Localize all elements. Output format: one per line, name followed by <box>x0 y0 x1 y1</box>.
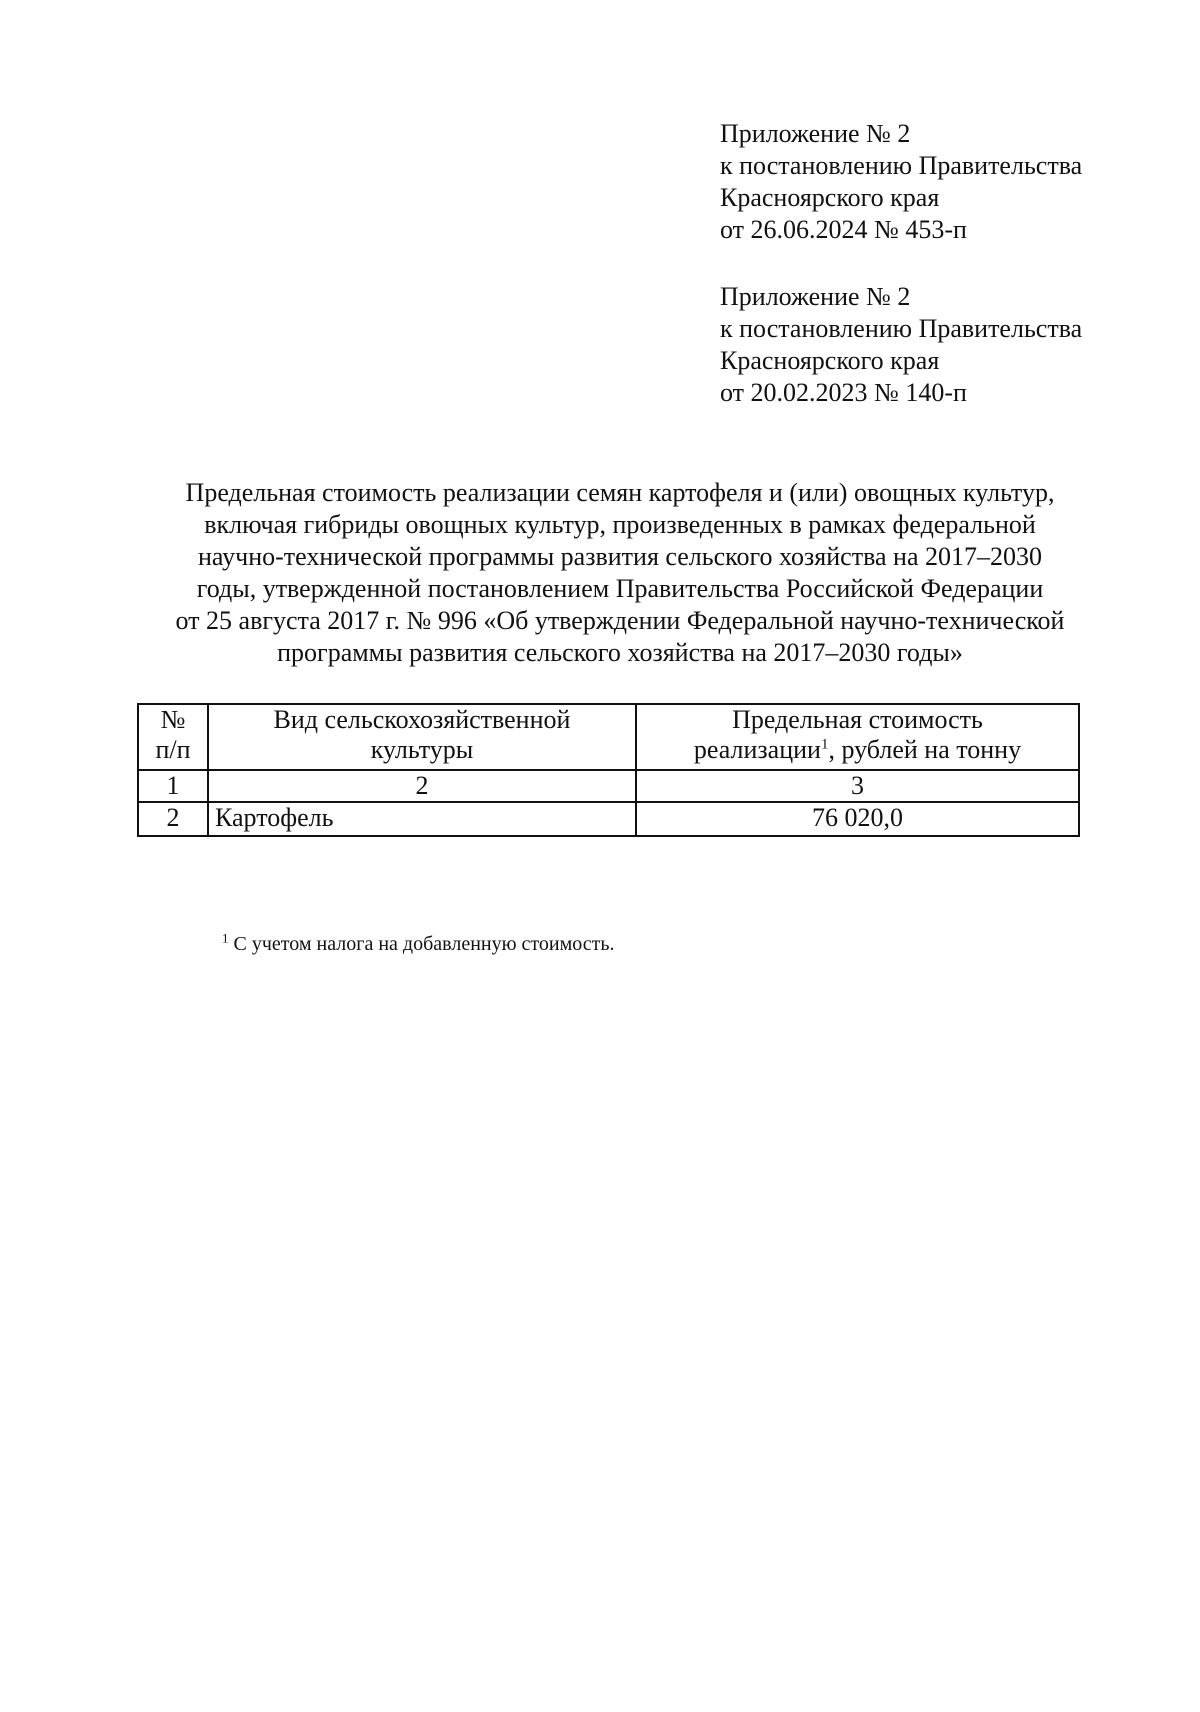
footnote <box>222 932 615 956</box>
header-price <box>636 704 1079 770</box>
title-line: программы развития сельского хозяйства на 2017–2030 годы» <box>277 638 963 667</box>
index-cell: 2 <box>208 770 636 802</box>
row-number: 2 <box>138 802 208 836</box>
table-index-row <box>138 770 1079 802</box>
annex-header-previous <box>720 281 1082 409</box>
title-line: научно-технической программы развития сельского хозяйства на 2017–2030 <box>197 542 1042 571</box>
row-price: 76 020,0 <box>636 802 1079 836</box>
header-price-line2 <box>643 735 1072 765</box>
title-line: включая гибриды овощных культур, произведенных в рамках федеральной <box>204 510 1036 539</box>
annex-decree-ref: к постановлению Правительства <box>720 314 1083 343</box>
annex-title: Приложение № 2 <box>720 119 911 148</box>
header-number-line2: п/п <box>155 735 191 764</box>
document-title <box>120 477 1120 669</box>
footnote-text: С учетом налога на добавленную стоимость. <box>228 933 615 955</box>
annex-date-number: от 20.02.2023 № 140-п <box>720 378 967 407</box>
header-price-line1: Предельная стоимость <box>732 705 983 734</box>
header-crop-line1: Вид сельскохозяйственной <box>273 705 571 734</box>
annex-header-current <box>720 118 1082 246</box>
header-price-line2-a: реализации <box>693 735 821 764</box>
annex-region: Красноярского края <box>720 183 940 212</box>
header-crop-line2: культуры <box>370 735 474 764</box>
annex-title: Приложение № 2 <box>720 282 911 311</box>
header-number <box>138 704 208 770</box>
header-number-line1: № <box>160 705 186 734</box>
annex-decree-ref: к постановлению Правительства <box>720 151 1083 180</box>
annex-region: Красноярского края <box>720 346 940 375</box>
title-line: годы, утвержденной постановлением Правительства Российской Федерации <box>196 574 1044 603</box>
header-crop-type <box>208 704 636 770</box>
footnote-mark: 1 <box>820 736 829 753</box>
footnote-mark: 1 <box>222 930 229 946</box>
header-price-line2-b: , рублей на тонну <box>828 735 1022 764</box>
price-table <box>137 703 1080 837</box>
row-crop: Картофель <box>208 802 636 836</box>
table-header-row <box>138 704 1079 770</box>
index-cell: 1 <box>138 770 208 802</box>
title-line: Предельная стоимость реализации семян картофеля и (или) овощных культур, <box>185 478 1055 507</box>
annex-date-number: от 26.06.2024 № 453-п <box>720 215 967 244</box>
index-cell: 3 <box>636 770 1079 802</box>
table-row <box>138 802 1079 836</box>
title-line: от 25 августа 2017 г. № 996 «Об утверждении Федеральной научно-технической <box>175 606 1065 635</box>
